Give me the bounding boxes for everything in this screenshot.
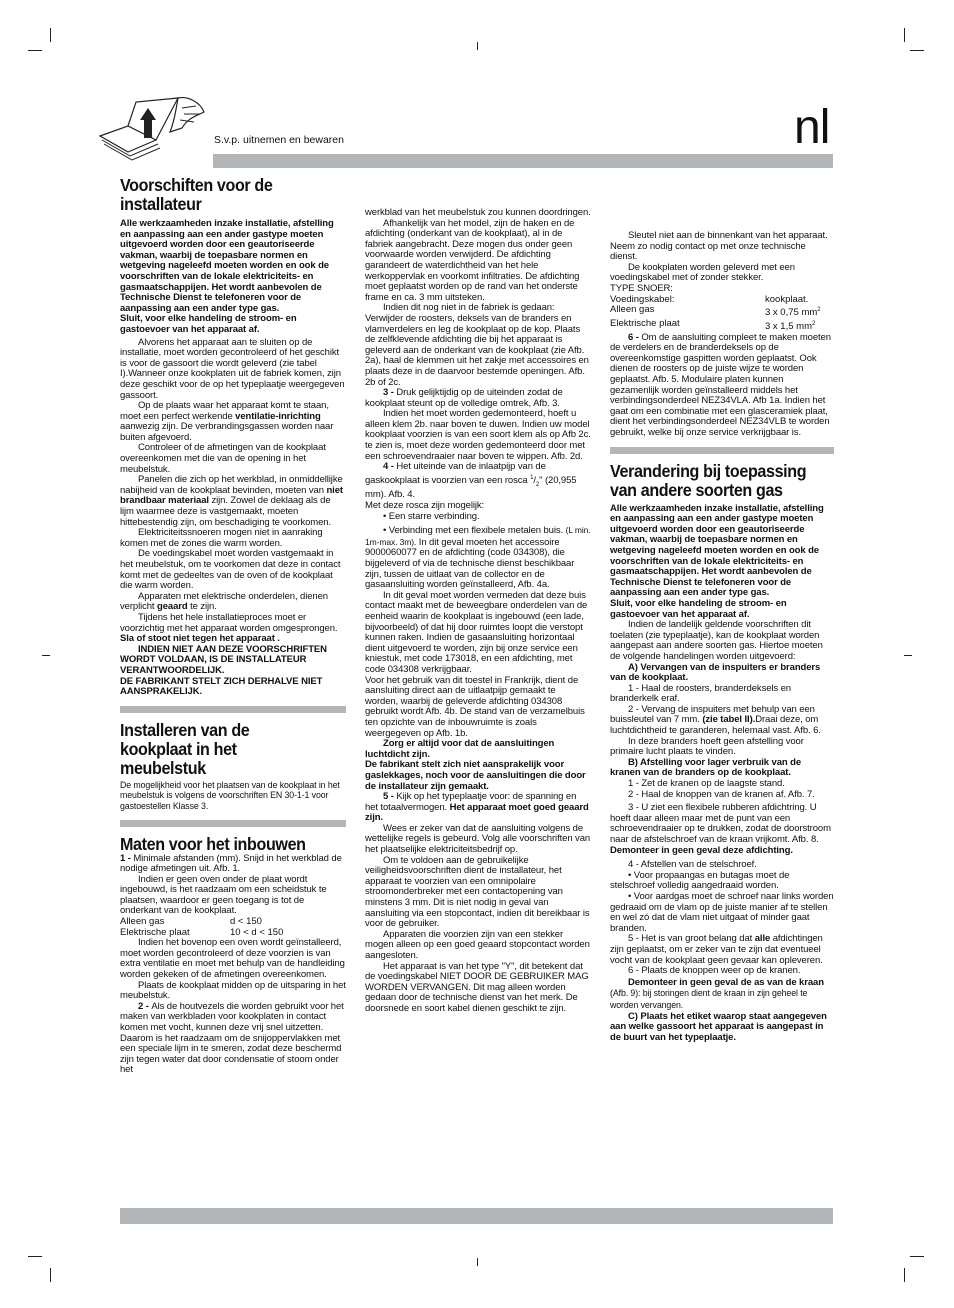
safety-note: Sluit, voor elke handeling de stroom- en gastoevoer van het apparaat af.: [120, 313, 297, 335]
list-item: • Voor aardgas moet de schroef naar links worden gedraaid om de vlam op de juiste manier af te stellen en wel zó dat de vlam niet uitgaat of minder gaat branden.: [610, 890, 834, 934]
list-item: • Verbinding met een flexibele metalen buis. (L min. 1m-max. 3m). In dit geval moeten het accessoire 9000060077 en de afdichting (code 034308), die bijgeleverd of via de technische dienst beschikbaar zijn, tussen de uitlaat van de collector en de gasaansluiting worden geïnstalleerd, Afb. 4a.: [365, 525, 591, 591]
header-bar: [213, 154, 833, 168]
paragraph: Met deze rosca zijn mogelijk:: [365, 500, 485, 512]
column-1: [120, 176, 346, 1076]
paragraph: 3 - Druk gelijktijdig op de uiteinden zodat de kookplaat steunt op de volledige omtrek, Afb. 3.: [365, 387, 563, 409]
column-3: [610, 231, 834, 1043]
subheading: A) Vervangen van de inspuiters er branders van de kookplaat.: [610, 661, 821, 684]
paragraph: 6 - Om de aansluiting compleet te maken moeten de verdelers en de branderdeksels op de overeenkomstige gaspitten worden geplaatst. Ook dienen de roosters op de juiste wijze te worden geplaatst. Afb. 5. Modulaire platen kunnen gezamenlijk worden geïnstalleerd middels het verbindingsonderdeel NEZ34VLA. Afb 1a. Indien het gaat om een combinatie met een glasceramiek plaat, dient het verbindingsonderdeel NEZ34VLB te worden gebruikt, welke bij onze service verkrijgbaar is.: [610, 331, 831, 438]
crop-mark: [477, 1258, 478, 1266]
subheading: B) Afstelling voor lager verbruik van de kranen van de branders op de kookplaat.: [610, 756, 802, 779]
paragraph: Panelen die zich op het werkblad, in onmiddellijke nabijheid van de kookplaat bevinden, moeten van niet brandbaar materiaal zijn. Zowel de deklaag als de lijm waarmee deze is vastgemaakt, moeten hittebestendig zijn, om beschadiging te voorkomen.: [120, 474, 343, 528]
paragraph: Sleutel niet aan de binnenkant van het apparaat. Neem zo nodig contact op met onze technische dienst.: [610, 230, 828, 263]
paragraph: 6 - Plaats de knoppen weer op de kranen.: [628, 965, 801, 977]
column-2: [365, 208, 591, 1015]
paragraph: In dit geval moet worden vermeden dat deze buis contact maakt met de beweegbare onderdelen van de eenheid waarin de kookplaat is ingebouwd (een lade, bijvoorbeeld) of dat hij door ruimtes loopt die verstopt kunnen raken. Indien de gasaansluiting horizontaal dient uitgevoerd te worden, zijn bij onze service een kniestuk, met code 173018, en een afdichting, met code 034308 verkrijgbaar.: [365, 589, 588, 675]
paragraph: 2 - Haal de knoppen van de kranen af. Afb. 7.: [628, 788, 815, 800]
paragraph: Indien dit nog niet in de fabriek is gedaan: Verwijder de roosters, deksels van de branders en vlamverdelers en leg de kookplaat op de kop. Plaats de zelfklevende afdichting die bij het apparaat is geleverd aan de onderkant van de kookplaat (zie Afb. 2a), haal de klemmen uit het zakje met accessoires en plaats deze in de daarvoor bestemde openingen. Afb. 2b of 2c.: [365, 302, 589, 388]
paragraph: 2 - Vervang de inspuiters met behulp van een buissleutel van 7 mm. (zie tabel II).Draai deze, om luchtdichtheid te garanderen, helemaal vast. Afb. 6.: [610, 703, 821, 737]
paragraph: Apparaten die voorzien zijn van een stekker mogen alleen op een goed geaard stopcontact worden aangesloten.: [365, 928, 590, 962]
section-divider: [120, 820, 346, 827]
warning-installer: INDIEN NIET AAN DEZE VOORSCHRIFTEN WORDT VOLDAAN, IS DE INSTALLATEUR VERANTWOORDELIJK.: [120, 643, 327, 676]
list-item: • Voor propaangas en butagas moet de stelschroef volledig aangedraaid worden.: [610, 869, 790, 892]
paragraph: De kookplaten worden geleverd met een voedingskabel met of zonder stekker.: [610, 261, 795, 284]
section-divider: [610, 447, 834, 454]
paragraph: Plaats de kookplaat midden op de uitsparing in het meubelstuk.: [120, 979, 346, 1002]
section-title-voorschriften: Voorschiften voor de installateur: [120, 175, 273, 214]
paragraph: 4 - Het uiteinde van de inlaatpijp van de gaskookplaat is voorzien van een rosca $^1/_2$" (20,955 mm). Afb. 4.: [365, 461, 577, 501]
language-code: nl: [794, 101, 830, 154]
crop-mark: [910, 1256, 924, 1257]
table-row: Elektrische plaat 3 x 1,5 $mm^2$: [610, 317, 816, 333]
table-row: Elektrische plaat 10 < d < 150: [120, 926, 284, 938]
paragraph: 4 - Afstellen van de stelschroef.: [628, 859, 757, 871]
paragraph: Het apparaat is van het type "Y", dit betekent dat de voedingskabel NIET DOOR DE GEBRUIKER MAG WORDEN VERVANGEN. Dit mag alleen worden gedaan door de technische dienst van het merk. De doorsnede en soort kabel dienen geschikt te zijn.: [365, 960, 589, 1014]
crop-mark: [477, 42, 478, 50]
paragraph: Indien het moet worden gedemonteerd, hoeft u alleen klem 2b. naar boven te duwen. Indien uw model kookplaat voorzien is van een soort klem als op Afb 2c. te zien is, moet deze worden gedemonteerd door met een schroevendraaier naar boven te wippen. Afb. 2d.: [365, 408, 591, 462]
crop-mark: [28, 50, 42, 51]
paragraph: Op de plaats waar het apparaat komt te staan, moet een perfect werkende ventilatie-inrichting aanwezig zijn. De verbrandingsgassen worden naar buiten afgevoerd.: [120, 400, 334, 443]
paragraph: De mogelijkheid voor het plaatsen van de kookplaat in het meubelstuk is volgens de voorschriften EN 30-1-1 voor gastoestellen Klasse 3.: [120, 779, 340, 811]
paragraph: Tijdens het hele installatieproces moet er voorzichtig met het apparaat worden omgesprongen. Sla of stoot niet tegen het apparaat .: [120, 611, 338, 645]
crop-mark: [910, 50, 924, 51]
paragraph: Afhankelijk van het model, zijn de haken en de afdichting (onderkant van de kookplaat), al in de fabriek aangebracht. Deze mogen dus onder geen voorwaarde worden verwijderd. De afdichting garandeert de waterdichtheid van het hele werkoppervlak en voorkomt infiltraties. De afdichting moet geplaatst worden op de rand van het onderste frame en ca. 3 mm uitsteken.: [365, 217, 580, 303]
paragraph: Wees er zeker van dat de aansluiting volgens de wettelijke regels is gebeurd. Volg alle voorschriften van het plaatselijke elektriciteitsbedrijf op.: [365, 822, 591, 856]
paragraph: 1 - Zet de kranen op de laagste stand.: [628, 778, 785, 790]
paragraph: Alvorens het apparaat aan te sluiten op de installatie, moet worden gecontroleerd of het geschikt is voor de gassoort die wordt geleverd (zie tabel I).Wanneer onze kookplaten uit de fabriek komen, zijn deze geschikt voor de op het typeplaatje weergegeven gassoort.: [120, 336, 345, 401]
header-subtitle: S.v.p. uitnemen en bewaren: [214, 134, 344, 146]
footer-bar: [120, 1208, 833, 1224]
paragraph: 5 - Het is van groot belang dat alle afdichtingen zijn geplaatst, om er zeker van te zijn dat eventueel vocht van de kookplaat geen gevaar kan opleveren.: [610, 933, 823, 966]
paragraph: Indien er geen oven onder de plaat wordt ingebouwd, is het raadzaam om een scheidstuk te plaatsen, waardoor er geen toegang is tot de onderkant van de kookplaat.: [120, 873, 327, 917]
safety-note: Sluit, voor elke handeling de stroom- en gastoevoer van het apparaat af.: [610, 597, 787, 620]
paragraph: In deze branders hoeft geen afstelling voor primaire lucht plaats te vinden.: [610, 735, 804, 758]
subheading: C) Plaats het etiket waarop staat aangegeven aan welke gassoort het apparaat is aangepast in de buurt van het typeplaatje.: [610, 1010, 827, 1043]
paragraph: Indien het bovenop een oven wordt geïnstalleerd, moet worden gecontroleerd of deze voorzien is van extra ventilatie en moet met behulp van de handleiding worden gekeken of de afmetingen overeenkomen.: [120, 937, 345, 981]
paragraph: werkblad van het meubelstuk zou kunnen doordringen.: [365, 207, 591, 218]
section-title-installeren: Installeren van de kookplaat in het meubelstuk: [120, 719, 250, 778]
table-row: Alleen gas 3 x 0,75 $mm^2$: [610, 304, 821, 319]
table-row: Voedingskabel: kookplaat.: [610, 293, 809, 305]
paragraph: Om te voldoen aan de gebruikelijke veiligheidsvoorschriften dient de installateur, het apparaat te voorzien van een omnipolaire stroomonderbreker met een contactopening van minstens 3 mm. Dit is niet nodig in geval van aansluiting via een stopcontact, indien dit bereikbaar is voor de gebruiker.: [365, 854, 590, 930]
table-row: Alleen gas d < 150: [120, 916, 262, 928]
paragraph: Controleer of de afmetingen van de kookplaat overeenkomen met die van de opening in het meubelstuk.: [120, 442, 326, 475]
crop-mark: [904, 1268, 905, 1282]
warning: Demonteer in geen geval deze afdichting.: [610, 844, 793, 856]
crop-mark: [904, 655, 912, 656]
paragraph: De voedingskabel moet worden vastgemaakt in het meubelstuk, om te voorkomen dat deze in contact komt met de gedeeltes van de oven of de kookplaat die warm worden.: [120, 548, 341, 592]
paragraph: 1 - Haal de roosters, branderdeksels en branderkelk eraf.: [610, 682, 791, 705]
paragraph: Apparaten met elektrische onderdelen, dienen verplicht geaard te zijn.: [120, 590, 328, 613]
paragraph: De fabrikant stelt zich niet aansprakelijk voor gaslekkages, noch voor de aansluitingen die door de installateur zijn gemaakt.: [365, 759, 586, 792]
paragraph: 5 - Kijk op het typeplaatje voor: de spanning en het totaalvermogen. Het apparaat moet goed geaard zijn.: [365, 791, 589, 824]
crop-mark: [50, 1268, 51, 1282]
list-item: • Een starre verbinding.: [383, 510, 480, 522]
paragraph: Demonteer in geen geval de as van de kraan (Afb. 9): bij storingen dient de kraan in zijn geheel te worden vervangen.: [610, 976, 824, 1010]
section-title-maten: Maten voor het inbouwen: [120, 833, 306, 854]
section-title-verandering: Verandering bij toepassing van andere soorten gas: [610, 460, 807, 500]
warning-manufacturer: DE FABRIKANT STELT ZICH DERHALVE NIET AANSPRAKELIJK.: [120, 675, 323, 698]
crop-mark: [42, 655, 50, 656]
section-intro-bold: Alle werkzaamheden inzake installatie, afstelling en aanpassing aan een ander gastype moeten uitgevoerd worden door een geautoriseerde vakman, waarbij de toepasbare normen en wetgeving nageleefd moeten worden en ook de voorschriften van de lokale elektriciteits- en gasmaatschappijen. Het wordt aanbevolen de Technische Dienst te telefoneren voor de aanpassing aan een ander type gas.: [120, 218, 334, 314]
section-intro-bold: Alle werkzaamheden inzake installatie, afstelling en aanpassing aan een ander gastype moeten uitgevoerd worden door een geautoriseerde vakman, waarbij de toepasbare normen en wetgeving nageleefd moeten worden en ook de voorschriften van de lokale elektriciteits- en gasmaatschappijen. Het wordt aanbevolen de Technische Dienst te telefoneren voor de aanpassing aan een ander type gas.: [610, 502, 824, 599]
crop-mark: [904, 28, 905, 42]
paragraph: TYPE SNOER:: [610, 282, 673, 294]
paragraph: Elektriciteitssnoeren mogen niet in aanraking komen met de zones die warm worden.: [120, 527, 323, 549]
section-divider: [120, 706, 346, 713]
paragraph: 1 - Minimale afstanden (mm). Snijd in het werkblad de nodige afmetingen uit. Afb. 1.: [120, 852, 342, 875]
paragraph: Zorg er altijd voor dat de aansluitingen luchtdicht zijn.: [365, 738, 555, 760]
crop-mark: [28, 1256, 42, 1257]
book-hand-icon: [96, 92, 212, 168]
paragraph: 2 - Als de houtvezels die worden gebruikt voor het maken van werkbladen voor kookplaten in contact komen met vocht, kunnen deze vrij snel uitzetten. Daarom is het raadzaam om de snijoppervlakken met een speciale lijm in te smeren, zodat deze beschermd zijn tegen water dat door condensatie of stoom onder het: [120, 1000, 344, 1076]
paragraph: 3 - U ziet een flexibele rubberen afdichtring. U hoeft daar alleen maar met de punt van een schroevendraaier op te drukken, zodat de doorstroom naar de afstelschroef van de kraan vrijkomt. Afb. 8.: [610, 802, 831, 845]
paragraph: Indien de landelijk geldende voorschriften dit toelaten (zie typeplaatje), kan de kookplaat worden aangepast aan andere soorten gas. Hiertoe moeten de volgende handelingen worden uitgevoerd:: [610, 619, 823, 662]
paragraph: Voor het gebruik van dit toestel in Frankrijk, dient de aansluiting direct aan de uitlaatpijp gemaakt te worden, waarbij de geleverde afdichting 034308 gebruikt wordt Afb. 4b. De stand van de verzamelbuis ten opzichte van de inbouwruimte is zoals weergegeven op Afb. 1b.: [365, 674, 585, 739]
crop-mark: [50, 28, 51, 42]
